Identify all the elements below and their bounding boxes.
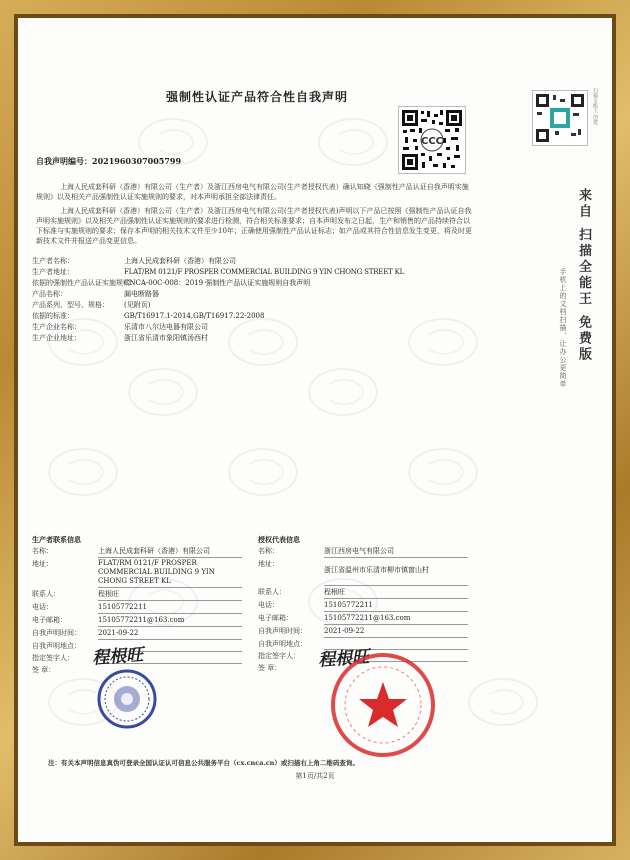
field-label: 电子邮箱： <box>258 614 293 622</box>
field-label: 联系人： <box>258 588 286 596</box>
field-value: 漏电断路器 <box>124 290 159 298</box>
field-label: 签 章： <box>32 666 56 674</box>
field-label: 名称： <box>258 547 279 555</box>
watermark <box>468 678 538 726</box>
field-label: 电话： <box>32 603 53 611</box>
field-label: 依据的标准： <box>32 312 74 320</box>
field-value: 上海人民成套科研（香港）有限公司 <box>98 545 242 558</box>
field-value: 15105772211@163.com <box>98 614 242 627</box>
field-label: 电话： <box>258 601 279 609</box>
declaration-paragraph: 上海人民成套科研（香港）有限公司（生产者）及浙江西房电气有限公司(生产者授权代表)声明以下产品已按照《强制性产品认证自我声明实施规则》以及相关产品强制性认证实施规则的要求进行检测，符合相关标准要求；自本声明发布之日起，生产和销售的产品持续符合以下标准与实施规则的要求；保存本声明的相关技术文件至少10年；正确使用强制性产品认证标志；如产品或其符合性信息发生变更，将及时更新技术文件并报送产品变更信息。 <box>36 207 472 245</box>
qr-code-graphic <box>399 107 465 173</box>
field-value: 15105772211 <box>324 599 468 612</box>
field-label: 指定签字人： <box>32 654 74 662</box>
page-number: 第1页/共2页 <box>295 772 335 780</box>
rep-name-row <box>258 545 468 558</box>
field-value: (见附页) <box>124 301 151 309</box>
watermark <box>128 368 198 416</box>
watermark <box>48 448 118 496</box>
producer-name-row <box>32 545 242 558</box>
field-value: CNCA-00C-008：2019 强制性产品认证实施规则自我声明 <box>124 279 311 287</box>
field-manufacturer-address <box>32 333 472 344</box>
field-value: 浙江省温州市乐清市柳市镇窗山村 <box>324 558 468 586</box>
field-value: 浙江西房电气有限公司 <box>324 545 468 558</box>
field-label: 电子邮箱： <box>32 616 67 624</box>
scanner-qr-graphic <box>533 91 587 145</box>
field-implementation-rule <box>32 278 472 289</box>
field-label: 签 章： <box>258 664 282 672</box>
rep-address-row <box>258 558 468 586</box>
watermark <box>408 448 478 496</box>
field-value: GB/T16917.1-2014,GB/T16917.22-2008 <box>124 312 265 320</box>
watermark <box>228 448 298 496</box>
field-label: 生产者地址： <box>32 268 74 276</box>
svg-text:CCC: CCC <box>420 136 444 147</box>
producer-company-seal <box>96 668 158 730</box>
document-title: 强制性认证产品符合性自我声明 <box>166 90 349 104</box>
field-producer-name <box>32 256 472 267</box>
field-label: 地址： <box>258 560 279 568</box>
scanner-app-title: 来自 扫描全能王 免费版 <box>576 188 591 364</box>
field-value: 上海人民成套科研（香港）有限公司 <box>124 257 236 265</box>
field-label: 自我声明时间： <box>258 627 307 635</box>
declaration-number-label: 自我声明编号： <box>36 156 92 166</box>
field-value: 乐清市八尔达电器有限公司 <box>124 323 208 331</box>
producer-address-row <box>32 558 242 588</box>
declaration-number <box>36 156 181 167</box>
field-value: 程根旺 <box>324 586 468 599</box>
field-label: 生产者名称： <box>32 257 74 265</box>
field-label: 指定签字人： <box>258 652 300 660</box>
field-product-name <box>32 289 472 300</box>
field-producer-address <box>32 267 472 278</box>
field-label: 生产企业地址： <box>32 334 81 342</box>
field-value: 15105772211@163.com <box>324 612 468 625</box>
watermark <box>318 118 388 166</box>
representative-signature: 程根旺 <box>317 647 370 671</box>
producer-contact-heading: 生产者联系信息 <box>32 535 81 544</box>
rep-contact-row <box>258 586 468 599</box>
declaration-number-value: 2021960307005799 <box>92 156 182 166</box>
field-standards <box>32 311 472 322</box>
field-label: 名称： <box>32 547 53 555</box>
field-value: FLAT/RM 0121/F PROSPER COMMERCIAL BUILDING 9 YIN CHONG STREET KL <box>98 558 242 588</box>
field-label: 生产企业名称： <box>32 323 81 331</box>
field-label: 自我声明时间： <box>32 629 81 637</box>
qr-code[interactable] <box>398 106 466 174</box>
acknowledgement-paragraph: 上海人民成套科研（香港）有限公司（生产者）及浙江西房电气有限公司(生产者授权代表）确认知晓《强制性产品认证自我声明实施规则》以及相关产品强制性认证实施规则的要求，对本声明承担全部法律责任。 <box>36 183 469 201</box>
representative-company-seal <box>328 650 438 760</box>
field-value: 2021-09-22 <box>324 625 468 638</box>
field-label: 自我声明地点： <box>32 642 81 650</box>
verification-footnote: 注：有关本声明信息真伪可登录全国认证认可信息公共服务平台（cx.cnca.cn）或扫描右上角二维码查询。 <box>48 759 359 767</box>
field-label: 地址： <box>32 560 53 568</box>
watermark <box>308 368 378 416</box>
producer-signature: 程根旺 <box>91 645 144 669</box>
field-label: 产品系列、型号、规格： <box>32 301 109 309</box>
field-label: 联系人： <box>32 590 60 598</box>
product-info-fields <box>32 256 472 344</box>
certificate-paper <box>18 18 612 842</box>
rep-date-row <box>258 625 468 638</box>
field-manufacturer-name <box>32 322 472 333</box>
field-product-model <box>32 300 472 311</box>
scanner-app-qr-code[interactable] <box>532 90 588 146</box>
producer-phone-row <box>32 601 242 614</box>
field-label: 产品名称： <box>32 290 67 298</box>
field-label: 依据的强制性产品认证实施规则： <box>32 279 137 287</box>
representative-heading: 授权代表信息 <box>258 535 300 544</box>
rep-phone-row <box>258 599 468 612</box>
producer-date-row <box>32 627 242 640</box>
producer-email-row <box>32 614 242 627</box>
field-value: 程根旺 <box>98 588 242 601</box>
field-value: 2021-09-22 <box>98 627 242 640</box>
field-value: FLAT/RM 0121/F PROSPER COMMERCIAL BUILDING 9 YIN CHONG STREET KL <box>124 268 405 276</box>
field-value: 15105772211 <box>98 601 242 614</box>
rep-email-row <box>258 612 468 625</box>
field-label: 自我声明地点： <box>258 640 307 648</box>
scanner-app-credit: 扫描全能王 创建 <box>592 88 598 125</box>
scanner-app-subtitle: 手机上的文档扫描，让办公更简单 <box>559 268 567 388</box>
producer-contact-row <box>32 588 242 601</box>
field-value: 浙江省乐清市象阳镇汤西村 <box>124 334 208 342</box>
